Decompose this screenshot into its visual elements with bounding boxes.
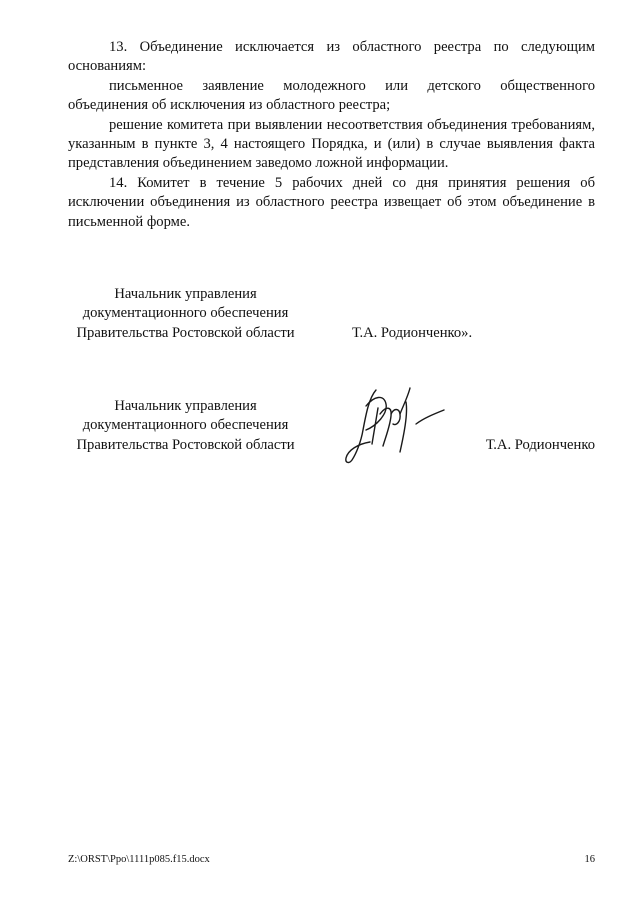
paragraph-14: 14. Комитет в течение 5 рабочих дней со дня принятия решения об исключении объединения из областного реестра извещает об этом объединение в письменной форме.	[68, 174, 595, 230]
signatory-name: Т.А. Родионченко».	[352, 324, 473, 341]
file-path: Z:\ORST\Ppo\1111p085.f15.docx	[68, 854, 210, 865]
handwritten-signature-icon	[336, 384, 456, 468]
page-number: 16	[584, 854, 595, 865]
signatory-title-line: Правительства Ростовской области	[76, 324, 295, 341]
paragraph-13: 13. Объединение исключается из областного реестра по следующим основаниям:	[68, 39, 595, 75]
signatory-title-line: Начальник управления	[114, 398, 257, 414]
signatory-title-line: Начальник управления	[114, 286, 257, 302]
signatory-name: Т.А. Родионченко	[485, 436, 595, 453]
signatory-title	[68, 397, 303, 455]
document-body	[68, 38, 595, 232]
paragraph-13-reason-2: решение комитета при выявлении несоответствия объединения требованиям, указанным в пункте 3, 4 настоящего Порядка, и (или) в случае выявления факта представления объединением заведомо ложной информации.	[68, 116, 595, 172]
signatory-title	[68, 285, 303, 343]
signatory-title-line: документационного обеспечения	[82, 417, 289, 434]
signatory-title-line: документационного обеспечения	[82, 305, 289, 322]
signatory-title-line: Правительства Ростовской области	[76, 436, 295, 453]
paragraph-13-reason-1: письменное заявление молодежного или детского общественного объединения об исключения из областного реестра;	[68, 77, 595, 114]
